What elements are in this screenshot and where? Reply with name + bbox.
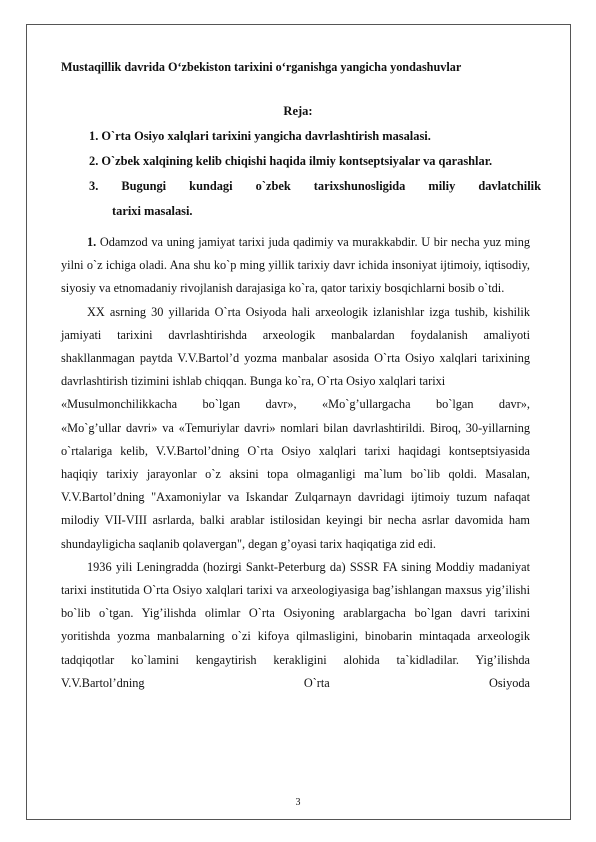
plan-item-word: davlatchilik	[478, 179, 541, 193]
plan-heading: Reja:	[283, 104, 313, 118]
plan-item-word: kundagi	[189, 179, 233, 193]
plan-item-number: 1.	[89, 129, 99, 143]
paragraph-lead-number: 1.	[87, 235, 97, 249]
plan-item-number: 3.	[89, 179, 99, 193]
plan-item-text: O`zbek xalqining kelib chiqishi haqida ilmiy kontseptsiyalar va qarashlar.	[101, 154, 493, 168]
page-number: 3	[295, 797, 301, 808]
paragraph-3: «Musulmonchilikkacha bo`lgan davr», «Mo`g’ullargacha bo`lgan davr»,	[61, 397, 530, 412]
paragraph-2: XX asrning 30 yillarida O`rta Osiyoda hali arxeologik izlanishlar izga tushib, kishilik jamiyati tarixini davrlashtirishda arxeologik manbalardan foydalanish amaliyoti shakllanmagan paytda V.V.Bartol’d yozma manbalar asosida O`rta Osiyo xalqlari tarixining davrlashtirish tizimini ishlab chiqqan. Bunga ko`ra, O`rta Osiyo xalqlari tarixi	[61, 304, 530, 389]
plan-item-word: miliy	[428, 179, 456, 193]
body-text	[61, 231, 530, 695]
plan-item-continuation: tarixi masalasi.	[112, 204, 193, 218]
plan-item-2	[89, 154, 492, 169]
plan-item-word: o`zbek	[255, 179, 291, 193]
plan-item-1	[89, 129, 431, 144]
paragraph-4: «Mo`g’ullar davri» va «Temuriylar davri» nomlari bilan davrlashtirildi. Biroq, 30-yillarning o`rtalariga kelib, V.V.Bartol’dning O`rta Osiyo xalqlari tarixi haqidagi kontseptsiyasida haqiqiy tarixiy jarayonlar o`z aksini topa olmaganligi ma`lum bo`lib qoldi. Masalan, V.V.Bartol’dning "Axamoniylar va Iskandar Zulqarnayn davridagi ijtimoiy tuzum nafaqat milodiy VII-VIII asrlarda, balki arablar istilosidan keyingi bir necha asrlar davomida ham shundayligicha saqlanib qolavergan", degan g’oyasi tarix haqiqatiga zid edi.	[61, 420, 530, 551]
plan-item-number: 2.	[89, 154, 99, 168]
plan-item-3	[89, 179, 541, 218]
plan-item-text: O`rta Osiyo xalqlari tarixini yangicha davrlashtirish masalasi.	[101, 129, 431, 143]
paragraph-5: 1936 yili Leningradda (hozirgi Sankt-Peterburg da) SSSR FA sining Moddiy madaniyat tarixi institutida O`rta Osiyo xalqlari tarixi va arxeologiyasiga bag’ishlangan maxsus yig’ilishi bo`lib o`tgan. Yig’ilishda olimlar O`rta Osiyoning arablargacha bo`lgan davri tarixini yoritishda yozma manbalarning o`zi kifoya qilmasligini, binobarin mintaqada arxeologik tadqiqotlar ko`lamini kengaytirish kerakligini alohida ta`kidladilar. Yig’ilishda V.V.Bartol’dning O`rta Osiyoda	[61, 559, 530, 690]
plan-item-word: tarixshunosligida	[313, 179, 406, 193]
plan-item-word: Bugungi	[121, 179, 167, 193]
document-title: Mustaqillik davrida O‘zbekiston tarixini o‘rganishga yangicha yondashuvlar	[61, 60, 462, 74]
paragraph-1: 1. Odamzod va uning jamiyat tarixi juda qadimiy va murakkabdir. U bir necha yuz ming yilni o`z ichiga oladi. Ana shu ko`p ming yillik tarixiy davr ichida insoniyat ijtimoiy, iqtisodiy, siyosiy va etnomadaniy rivojlanish darajasiga ko`ra, qator tarixiy bosqichlarni bosib o`tdi.	[61, 235, 530, 296]
